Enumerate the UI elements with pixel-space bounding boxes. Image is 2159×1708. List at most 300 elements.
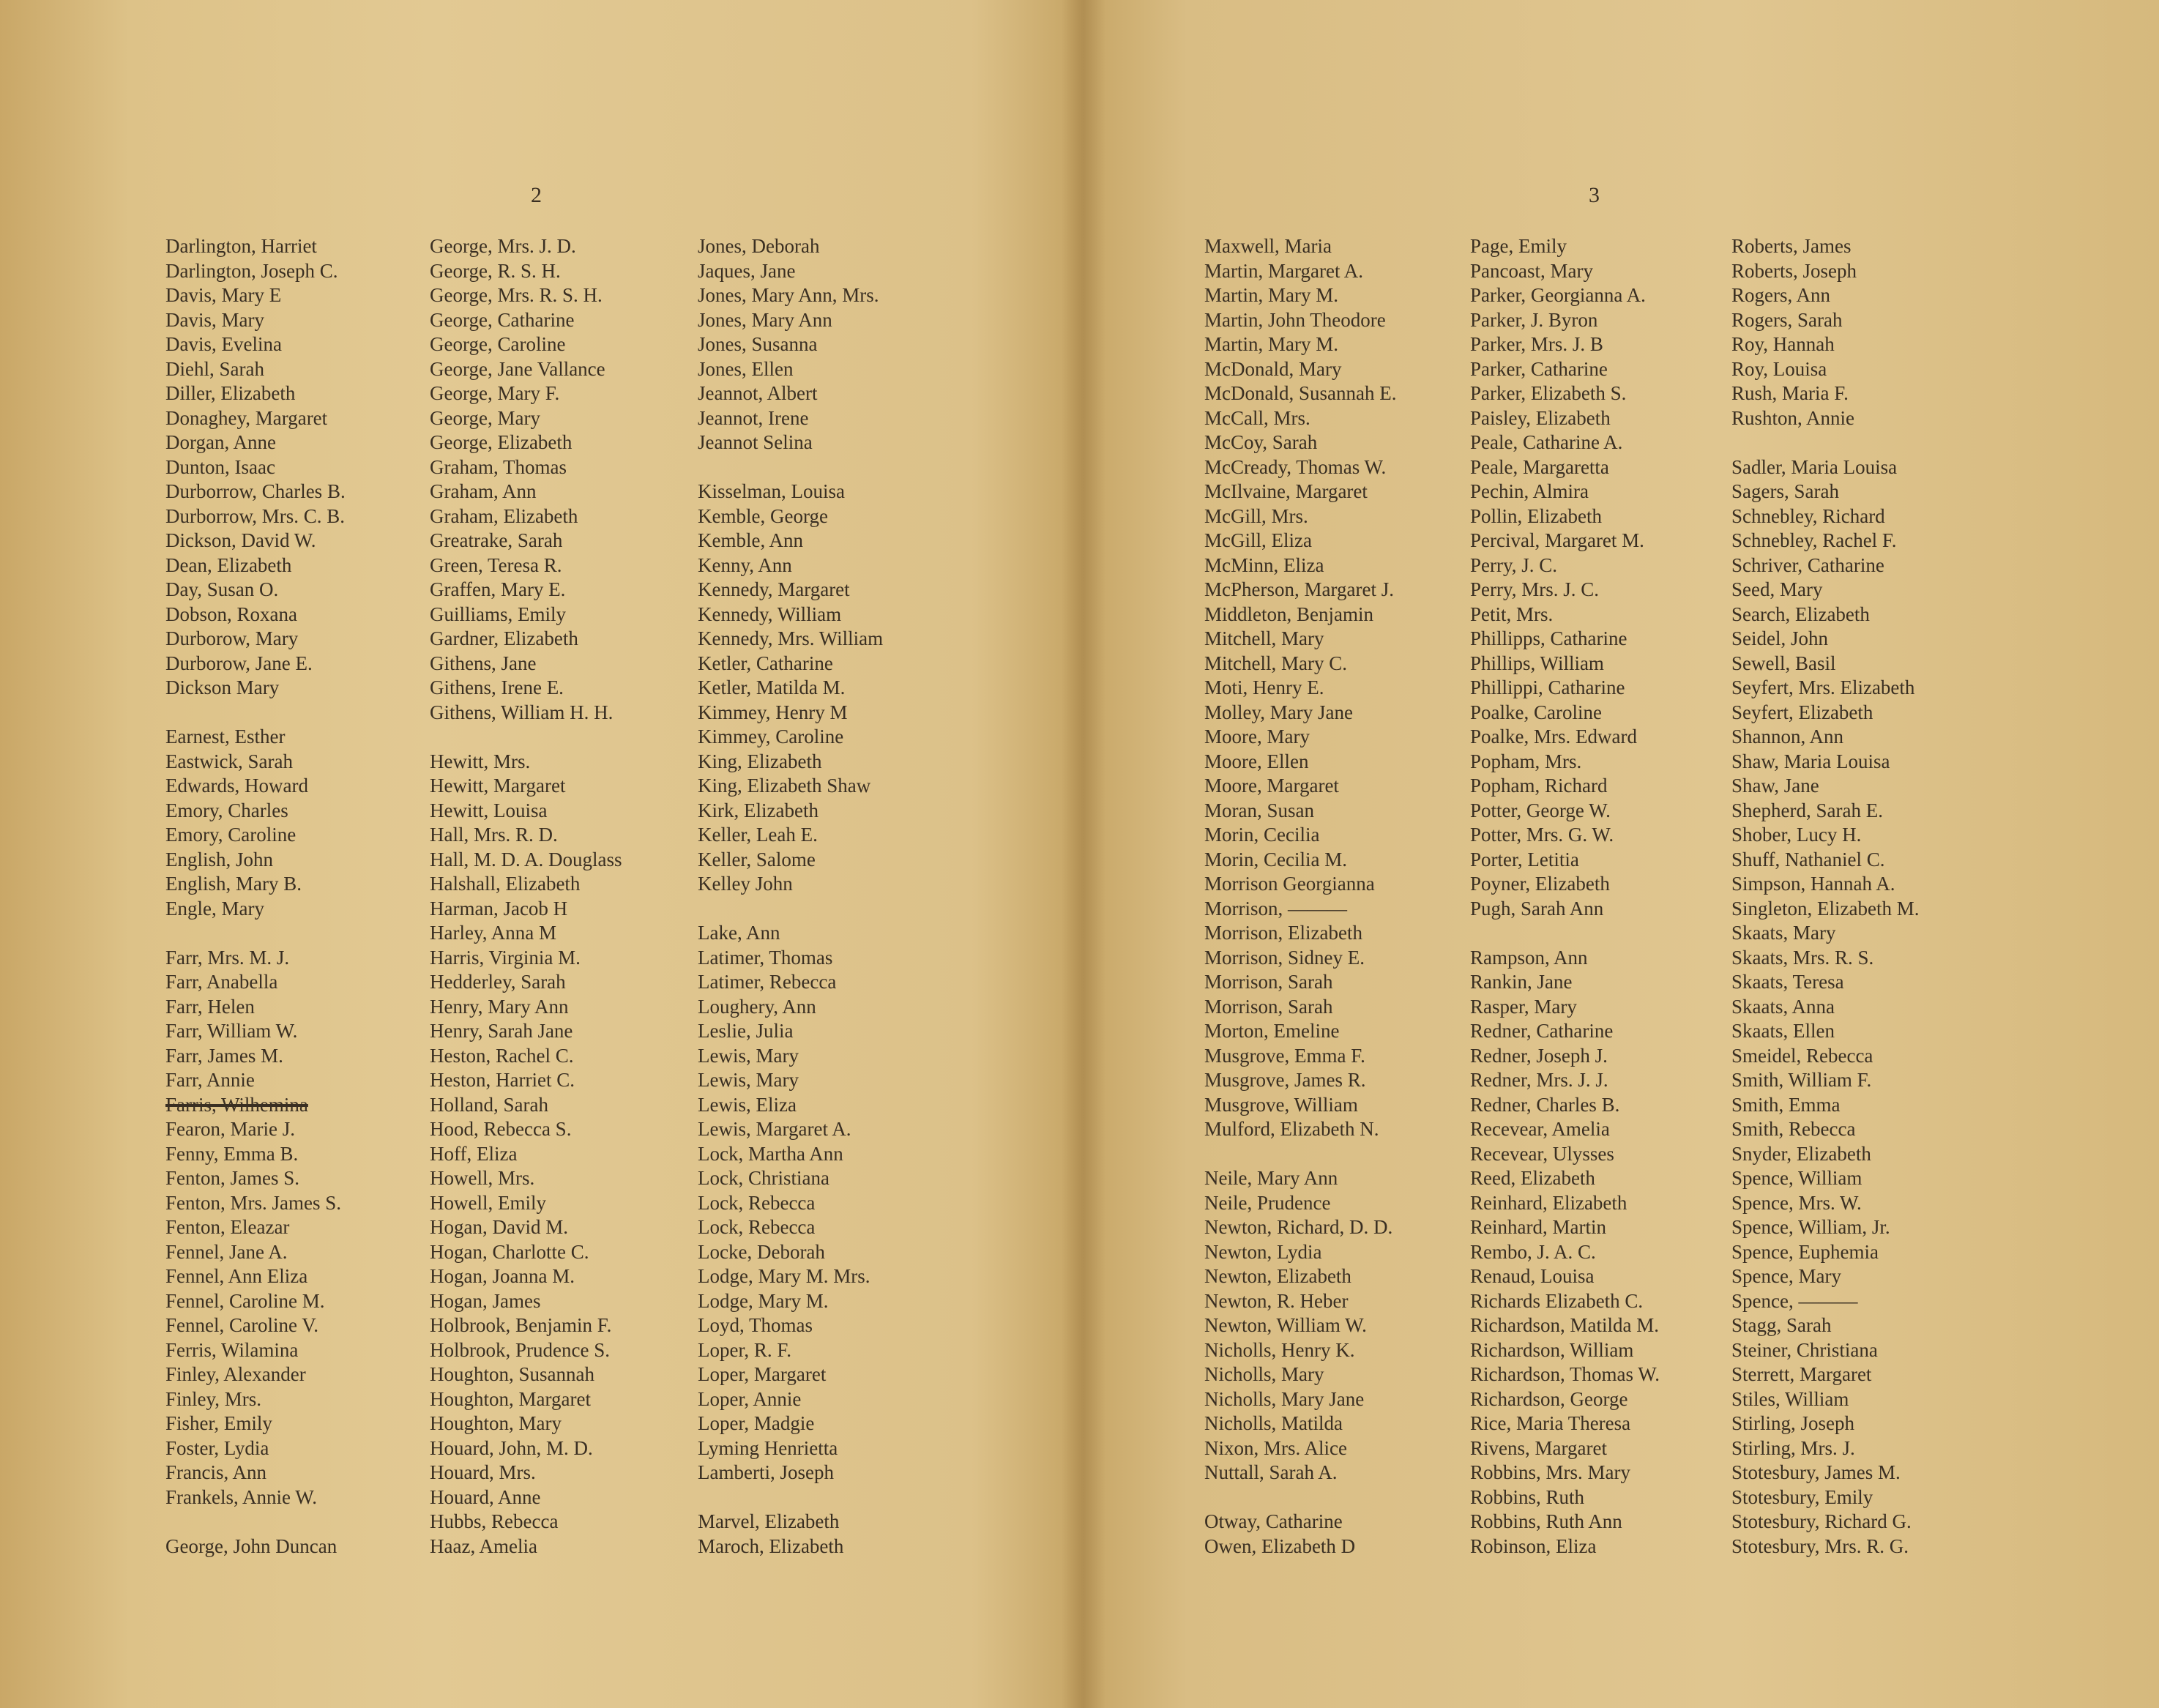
name-column <box>1470 234 1660 1559</box>
list-item: Gardner, Elizabeth <box>430 627 578 649</box>
list-item: Perry, Mrs. J. C. <box>1470 578 1600 600</box>
list-item: Middleton, Benjamin <box>1204 603 1373 625</box>
list-item: George, Mrs. R. S. H. <box>430 284 603 306</box>
list-item: Foster, Lydia <box>165 1436 269 1459</box>
list-item: Farr, William W. <box>165 1020 298 1042</box>
list-item: Sagers, Sarah <box>1731 480 1839 502</box>
list-item: George, Mary F. <box>430 382 560 404</box>
list-item: Phillipps, Catharine <box>1470 627 1627 649</box>
list-item: Keller, Salome <box>698 848 816 870</box>
list-item: Sewell, Basil <box>1731 652 1836 674</box>
list-item: Lyming Henrietta <box>698 1436 838 1459</box>
list-item: McIlvaine, Margaret <box>1204 480 1368 502</box>
list-item: Githens, William H. H. <box>430 701 614 723</box>
list-item: Newton, Lydia <box>1204 1240 1322 1263</box>
list-item: Poalke, Mrs. Edward <box>1470 726 1637 747</box>
list-item: Spence, ——— <box>1731 1289 1858 1312</box>
list-item: Richardson, Thomas W. <box>1470 1363 1660 1385</box>
list-item: Keller, Leah E. <box>698 824 818 846</box>
list-item: George, Caroline <box>430 333 566 355</box>
list-item: Morrison, Sarah <box>1204 971 1333 993</box>
list-item: Fearon, Marie J. <box>165 1118 295 1140</box>
list-item: Dunton, Isaac <box>165 455 275 478</box>
list-item: Nuttall, Sarah A. <box>1204 1461 1338 1483</box>
list-item: Spence, William <box>1731 1167 1862 1189</box>
list-item: Ketler, Matilda M. <box>698 676 846 698</box>
list-item: Davis, Evelina <box>165 333 282 355</box>
list-item: Stotesbury, Richard G. <box>1731 1510 1912 1532</box>
list-item: Durborrow, Charles B. <box>165 480 346 502</box>
list-item: Dickson, David W. <box>165 529 316 551</box>
list-item: Rogers, Sarah <box>1731 308 1843 331</box>
list-item: Pancoast, Mary <box>1470 259 1593 282</box>
list-item: McDonald, Mary <box>1204 357 1342 380</box>
list-item: Martin, John Theodore <box>1204 308 1386 331</box>
list-item: Diehl, Sarah <box>165 357 264 380</box>
list-item: Ferris, Wilamina <box>165 1338 299 1361</box>
list-item: Frankels, Annie W. <box>165 1485 317 1508</box>
list-item: Sterrett, Margaret <box>1731 1363 1872 1385</box>
column-spacer <box>698 897 883 922</box>
list-item: Fennel, Jane A. <box>165 1240 288 1263</box>
list-item: Kemble, Ann <box>698 529 803 551</box>
list-item: English, John <box>165 848 274 870</box>
list-item: Lamberti, Joseph <box>698 1461 834 1483</box>
list-item: McPherson, Margaret J. <box>1204 578 1394 600</box>
list-item: Emory, Caroline <box>165 824 297 846</box>
list-item: Houghton, Susannah <box>430 1363 594 1385</box>
list-item: Rivens, Margaret <box>1470 1436 1607 1459</box>
list-item: Guilliams, Emily <box>430 603 566 625</box>
list-item: Maxwell, Maria <box>1204 235 1332 257</box>
list-item: Loper, Madgie <box>698 1412 815 1434</box>
list-item: Diller, Elizabeth <box>165 382 296 404</box>
list-item: Smith, Emma <box>1731 1093 1841 1116</box>
list-item: Kisselman, Louisa <box>698 480 845 502</box>
list-item: King, Elizabeth Shaw <box>698 775 871 797</box>
list-item: Page, Emily <box>1470 235 1567 257</box>
list-item: Graham, Thomas <box>430 455 567 478</box>
list-item: Ketler, Catharine <box>698 652 833 674</box>
list-item: Mitchell, Mary <box>1204 627 1324 649</box>
list-item: Rembo, J. A. C. <box>1470 1240 1596 1263</box>
list-item: Howell, Mrs. <box>430 1167 535 1189</box>
list-item: Stirling, Mrs. J. <box>1731 1436 1855 1459</box>
list-item: Lewis, Eliza <box>698 1093 797 1116</box>
list-item: Steiner, Christiana <box>1731 1338 1878 1361</box>
list-item: Hewitt, Mrs. <box>430 750 531 772</box>
list-item: Lodge, Mary M. <box>698 1289 829 1312</box>
list-item: Redner, Charles B. <box>1470 1093 1620 1116</box>
list-item: Fisher, Emily <box>165 1412 272 1434</box>
list-item: Graffen, Mary E. <box>430 578 566 600</box>
list-item: Donaghey, Margaret <box>165 406 328 429</box>
list-item: McMinn, Eliza <box>1204 553 1324 576</box>
list-item: Fenton, James S. <box>165 1167 300 1189</box>
name-column <box>1204 234 1396 1559</box>
list-item: Snyder, Elizabeth <box>1731 1142 1871 1165</box>
list-item: Richards Elizabeth C. <box>1470 1289 1644 1312</box>
list-item: Stotesbury, Emily <box>1731 1485 1873 1508</box>
list-item: Sadler, Maria Louisa <box>1731 455 1898 478</box>
list-item: Roy, Louisa <box>1731 357 1827 380</box>
list-item: Poalke, Caroline <box>1470 701 1602 723</box>
list-item: McGill, Eliza <box>1204 529 1312 551</box>
list-item: Rice, Maria Theresa <box>1470 1412 1631 1434</box>
list-item: Moran, Susan <box>1204 799 1314 821</box>
list-item: Richardson, George <box>1470 1387 1628 1410</box>
list-item: Musgrove, James R. <box>1204 1069 1366 1091</box>
list-item: McCready, Thomas W. <box>1204 455 1387 478</box>
list-item: Hedderley, Sarah <box>430 971 566 993</box>
list-item: Newton, William W. <box>1204 1314 1367 1336</box>
list-item: Jaques, Jane <box>698 259 796 282</box>
list-item: McCall, Mrs. <box>1204 406 1310 429</box>
list-item: Darlington, Joseph C. <box>165 259 338 282</box>
list-item: Molley, Mary Jane <box>1204 701 1353 723</box>
list-item: Houghton, Mary <box>430 1412 562 1434</box>
list-item: Reinhard, Elizabeth <box>1470 1191 1627 1214</box>
list-item: Shaw, Maria Louisa <box>1731 750 1890 772</box>
list-item: Renaud, Louisa <box>1470 1265 1595 1287</box>
list-item: Hall, Mrs. R. D. <box>430 824 558 846</box>
list-item: Shober, Lucy H. <box>1731 824 1862 846</box>
list-item: Spence, Mrs. W. <box>1731 1191 1862 1214</box>
list-item: Redner, Mrs. J. J. <box>1470 1069 1608 1091</box>
list-item: Farr, James M. <box>165 1044 283 1067</box>
list-item: George, Catharine <box>430 308 575 331</box>
list-item: Graham, Ann <box>430 480 537 502</box>
list-item: Rushton, Annie <box>1731 406 1855 429</box>
list-item: Githens, Jane <box>430 652 537 674</box>
list-item: Kemble, George <box>698 504 828 527</box>
list-item: Martin, Margaret A. <box>1204 259 1363 282</box>
list-item: Petit, Mrs. <box>1470 603 1554 625</box>
list-item: Rankin, Jane <box>1470 971 1573 993</box>
list-item: Heston, Rachel C. <box>430 1044 574 1067</box>
list-item: Morrison, ——— <box>1204 897 1347 920</box>
list-item: Farris, Wilhemina <box>165 1093 308 1116</box>
list-item: Houard, Mrs. <box>430 1461 536 1483</box>
list-item: Parker, Elizabeth S. <box>1470 382 1627 404</box>
list-item: Kennedy, William <box>698 603 842 625</box>
list-item: Pollin, Elizabeth <box>1470 504 1602 527</box>
list-item: Robbins, Mrs. Mary <box>1470 1461 1631 1483</box>
list-item: Pugh, Sarah Ann <box>1470 897 1604 920</box>
list-item: Lake, Ann <box>698 922 780 944</box>
list-item: Mitchell, Mary C. <box>1204 652 1347 674</box>
list-item: Nicholls, Henry K. <box>1204 1338 1355 1361</box>
list-item: Eastwick, Sarah <box>165 750 293 772</box>
list-item: Nicholls, Mary Jane <box>1204 1387 1365 1410</box>
list-item: Recevear, Ulysses <box>1470 1142 1614 1165</box>
list-item: Stagg, Sarah <box>1731 1314 1832 1336</box>
list-item: Hewitt, Margaret <box>430 775 566 797</box>
list-item: Houard, John, M. D. <box>430 1436 593 1459</box>
list-item: Durborow, Jane E. <box>165 652 313 674</box>
list-item: Durborow, Mary <box>165 627 299 649</box>
page-number: 3 <box>1589 183 1600 207</box>
list-item: Fennel, Caroline V. <box>165 1314 318 1336</box>
list-item: Hogan, Charlotte C. <box>430 1240 589 1263</box>
list-item: Stotesbury, Mrs. R. G. <box>1731 1534 1909 1557</box>
list-item: Popham, Mrs. <box>1470 750 1582 772</box>
list-item: Jones, Deborah <box>698 235 820 257</box>
list-item: Skaats, Mary <box>1731 922 1836 944</box>
list-item: Seed, Mary <box>1731 578 1823 600</box>
list-item: Parker, J. Byron <box>1470 308 1598 331</box>
list-item: Phillippi, Catharine <box>1470 676 1625 698</box>
list-item: Lock, Martha Ann <box>698 1142 843 1165</box>
list-item: Farr, Anabella <box>165 971 278 993</box>
list-item: Davis, Mary <box>165 308 264 331</box>
list-item: Simpson, Hannah A. <box>1731 873 1895 895</box>
list-item: Howell, Emily <box>430 1191 546 1214</box>
list-item: Jones, Mary Ann <box>698 308 832 331</box>
list-item: George, R. S. H. <box>430 259 561 282</box>
list-item: Loper, Margaret <box>698 1363 827 1385</box>
list-item: Morin, Cecilia M. <box>1204 848 1347 870</box>
list-item: Latimer, Thomas <box>698 946 833 969</box>
list-item: Houard, Anne <box>430 1485 541 1508</box>
list-item: Kimmey, Caroline <box>698 726 844 747</box>
list-item: Fennel, Ann Eliza <box>165 1265 308 1287</box>
list-item: Halshall, Elizabeth <box>430 873 581 895</box>
list-item: Githens, Irene E. <box>430 676 564 698</box>
list-item: Singleton, Elizabeth M. <box>1731 897 1920 920</box>
column-spacer <box>698 1485 883 1510</box>
list-item: Harris, Virginia M. <box>430 946 581 969</box>
list-item: Hewitt, Louisa <box>430 799 548 821</box>
list-item: Schnebley, Rachel F. <box>1731 529 1897 551</box>
list-item: Potter, Mrs. G. W. <box>1470 824 1614 846</box>
name-column <box>165 234 346 1559</box>
list-item: Harman, Jacob H <box>430 897 568 920</box>
list-item: Latimer, Rebecca <box>698 971 837 993</box>
list-item: Robinson, Eliza <box>1470 1534 1597 1557</box>
list-item: Lewis, Margaret A. <box>698 1118 851 1140</box>
list-item: Musgrove, William <box>1204 1093 1358 1116</box>
list-item: McCoy, Sarah <box>1204 431 1318 453</box>
list-item: Pechin, Almira <box>1470 480 1589 502</box>
list-item: Roberts, Joseph <box>1731 259 1857 282</box>
column-spacer <box>165 701 346 726</box>
list-item: George, John Duncan <box>165 1534 338 1557</box>
list-item: Paisley, Elizabeth <box>1470 406 1611 429</box>
list-item: Day, Susan O. <box>165 578 279 600</box>
list-item: Stotesbury, James M. <box>1731 1461 1901 1483</box>
list-item: Musgrove, Emma F. <box>1204 1044 1365 1067</box>
list-item: Rogers, Ann <box>1731 284 1830 306</box>
list-item: Redner, Joseph J. <box>1470 1044 1608 1067</box>
list-item: Morton, Emeline <box>1204 1020 1340 1042</box>
list-item: Seyfert, Mrs. Elizabeth <box>1731 676 1915 698</box>
list-item: Parker, Catharine <box>1470 357 1608 380</box>
list-item: Martin, Mary M. <box>1204 284 1338 306</box>
list-item: Mulford, Elizabeth N. <box>1204 1118 1379 1140</box>
list-item: Maroch, Elizabeth <box>698 1534 844 1557</box>
list-item: Perry, J. C. <box>1470 553 1557 576</box>
list-item: Rasper, Mary <box>1470 995 1577 1018</box>
list-item: Kenny, Ann <box>698 553 792 576</box>
list-item: Reed, Elizabeth <box>1470 1167 1595 1189</box>
list-item: Green, Teresa R. <box>430 553 562 576</box>
list-item: Owen, Elizabeth D <box>1204 1534 1356 1557</box>
list-item: Kirk, Elizabeth <box>698 799 819 821</box>
list-item: Moore, Mary <box>1204 726 1310 747</box>
list-item: Parker, Georgianna A. <box>1470 284 1646 306</box>
list-item: Robbins, Ruth Ann <box>1470 1510 1622 1532</box>
list-item: Richardson, Matilda M. <box>1470 1314 1659 1336</box>
list-item: Nixon, Mrs. Alice <box>1204 1436 1347 1459</box>
name-column <box>1731 234 1919 1559</box>
list-item: Finley, Alexander <box>165 1363 306 1385</box>
list-item: Rampson, Ann <box>1470 946 1588 969</box>
list-item: Houghton, Margaret <box>430 1387 591 1410</box>
list-item: George, Mrs. J. D. <box>430 235 576 257</box>
list-item: Morrison Georgianna <box>1204 873 1375 895</box>
list-item: Schnebley, Richard <box>1731 504 1885 527</box>
list-item: Heston, Harriet C. <box>430 1069 575 1091</box>
column-spacer <box>1731 430 1919 455</box>
list-item: Neile, Mary Ann <box>1204 1167 1338 1189</box>
list-item: Hubbs, Rebecca <box>430 1510 559 1532</box>
list-item: Potter, George W. <box>1470 799 1611 821</box>
list-item: Morrison, Sidney E. <box>1204 946 1365 969</box>
list-item: Kennedy, Margaret <box>698 578 850 600</box>
list-item: Morrison, Sarah <box>1204 995 1333 1018</box>
list-item: Loyd, Thomas <box>698 1314 813 1336</box>
name-column <box>698 234 883 1559</box>
list-item: Leslie, Julia <box>698 1020 794 1042</box>
list-item: Loper, Annie <box>698 1387 802 1410</box>
list-item: Newton, Richard, D. D. <box>1204 1216 1393 1238</box>
list-item: Newton, Elizabeth <box>1204 1265 1351 1287</box>
list-item: Loughery, Ann <box>698 995 816 1018</box>
list-item: Shaw, Jane <box>1731 775 1819 797</box>
list-item: George, Jane Vallance <box>430 357 605 380</box>
list-item: Neile, Prudence <box>1204 1191 1331 1214</box>
list-item: Search, Elizabeth <box>1731 603 1870 625</box>
list-item: Hogan, James <box>430 1289 541 1312</box>
list-item: Earnest, Esther <box>165 726 286 747</box>
list-item: Henry, Mary Ann <box>430 995 569 1018</box>
list-item: Holbrook, Prudence S. <box>430 1338 610 1361</box>
list-item: Otway, Catharine <box>1204 1510 1343 1532</box>
list-item: Rush, Maria F. <box>1731 382 1849 404</box>
list-item: Hood, Rebecca S. <box>430 1118 572 1140</box>
list-item: Skaats, Teresa <box>1731 971 1844 993</box>
list-item: Popham, Richard <box>1470 775 1608 797</box>
list-item: Finley, Mrs. <box>165 1387 262 1410</box>
column-spacer <box>698 455 883 480</box>
list-item: Loper, R. F. <box>698 1338 791 1361</box>
list-item: Nicholls, Matilda <box>1204 1412 1343 1434</box>
column-spacer <box>1204 1485 1396 1510</box>
list-item: Locke, Deborah <box>698 1240 825 1263</box>
list-item: Schriver, Catharine <box>1731 553 1884 576</box>
name-column <box>430 234 622 1559</box>
list-item: Fenton, Mrs. James S. <box>165 1191 342 1214</box>
list-item: Lock, Rebecca <box>698 1216 816 1238</box>
column-spacer <box>165 921 346 946</box>
list-item: Morrison, Elizabeth <box>1204 922 1362 944</box>
list-item: Jeannot, Irene <box>698 406 809 429</box>
list-item: Parker, Mrs. J. B <box>1470 333 1603 355</box>
list-item: Fenton, Eleazar <box>165 1216 290 1238</box>
column-spacer <box>1470 921 1660 946</box>
list-item: Lodge, Mary M. Mrs. <box>698 1265 870 1287</box>
list-item: Darlington, Harriet <box>165 235 317 257</box>
list-item: Robbins, Ruth <box>1470 1485 1585 1508</box>
list-item: Roberts, James <box>1731 235 1852 257</box>
list-item: Lock, Christiana <box>698 1167 829 1189</box>
list-item: Moore, Margaret <box>1204 775 1339 797</box>
list-item: Graham, Elizabeth <box>430 504 578 527</box>
column-spacer <box>430 725 622 750</box>
list-item: Holbrook, Benjamin F. <box>430 1314 612 1336</box>
list-item: Porter, Letitia <box>1470 848 1579 870</box>
list-item: Poyner, Elizabeth <box>1470 873 1610 895</box>
list-item: Emory, Charles <box>165 799 288 821</box>
list-item: Phillips, William <box>1470 652 1604 674</box>
list-item: Roy, Hannah <box>1731 333 1835 355</box>
list-item: George, Elizabeth <box>430 431 573 453</box>
list-item: Shuff, Nathaniel C. <box>1731 848 1885 870</box>
list-item: Dorgan, Anne <box>165 431 276 453</box>
list-item: McGill, Mrs. <box>1204 504 1308 527</box>
list-item: Shepherd, Sarah E. <box>1731 799 1883 821</box>
list-item: Smith, William F. <box>1731 1069 1872 1091</box>
list-item: Skaats, Anna <box>1731 995 1835 1018</box>
list-item: Harley, Anna M <box>430 922 556 944</box>
list-item: Jeannot, Albert <box>698 382 818 404</box>
column-spacer <box>165 1510 346 1534</box>
list-item: Lewis, Mary <box>698 1044 799 1067</box>
list-item: McDonald, Susannah E. <box>1204 382 1397 404</box>
list-item: Edwards, Howard <box>165 775 308 797</box>
list-item: Holland, Sarah <box>430 1093 548 1116</box>
list-item: Seidel, John <box>1731 627 1828 649</box>
list-item: Reinhard, Martin <box>1470 1216 1606 1238</box>
list-item: Moti, Henry E. <box>1204 676 1324 698</box>
list-item: Kimmey, Henry M <box>698 701 848 723</box>
list-item: Shannon, Ann <box>1731 726 1844 747</box>
list-item: Peale, Margaretta <box>1470 455 1609 478</box>
list-item: Peale, Catharine A. <box>1470 431 1623 453</box>
list-item: Stiles, William <box>1731 1387 1849 1410</box>
left-page <box>0 0 1076 1708</box>
list-item: Newton, R. Heber <box>1204 1289 1349 1312</box>
list-item: Francis, Ann <box>165 1461 266 1483</box>
list-item: Jones, Ellen <box>698 357 794 380</box>
list-item: Haaz, Amelia <box>430 1534 537 1557</box>
list-item: Fenny, Emma B. <box>165 1142 299 1165</box>
list-item: Fennel, Caroline M. <box>165 1289 325 1312</box>
list-item: Moore, Ellen <box>1204 750 1309 772</box>
list-item: Smith, Rebecca <box>1731 1118 1856 1140</box>
list-item: Richardson, William <box>1470 1338 1634 1361</box>
list-item: Dean, Elizabeth <box>165 553 292 576</box>
list-item: Hogan, David M. <box>430 1216 568 1238</box>
list-item: Lock, Rebecca <box>698 1191 816 1214</box>
list-item: Smeidel, Rebecca <box>1731 1044 1873 1067</box>
list-item: Spence, Mary <box>1731 1265 1841 1287</box>
list-item: Lewis, Mary <box>698 1069 799 1091</box>
list-item: Farr, Mrs. M. J. <box>165 946 290 969</box>
list-item: Recevear, Amelia <box>1470 1118 1610 1140</box>
list-item: Farr, Annie <box>165 1069 255 1091</box>
